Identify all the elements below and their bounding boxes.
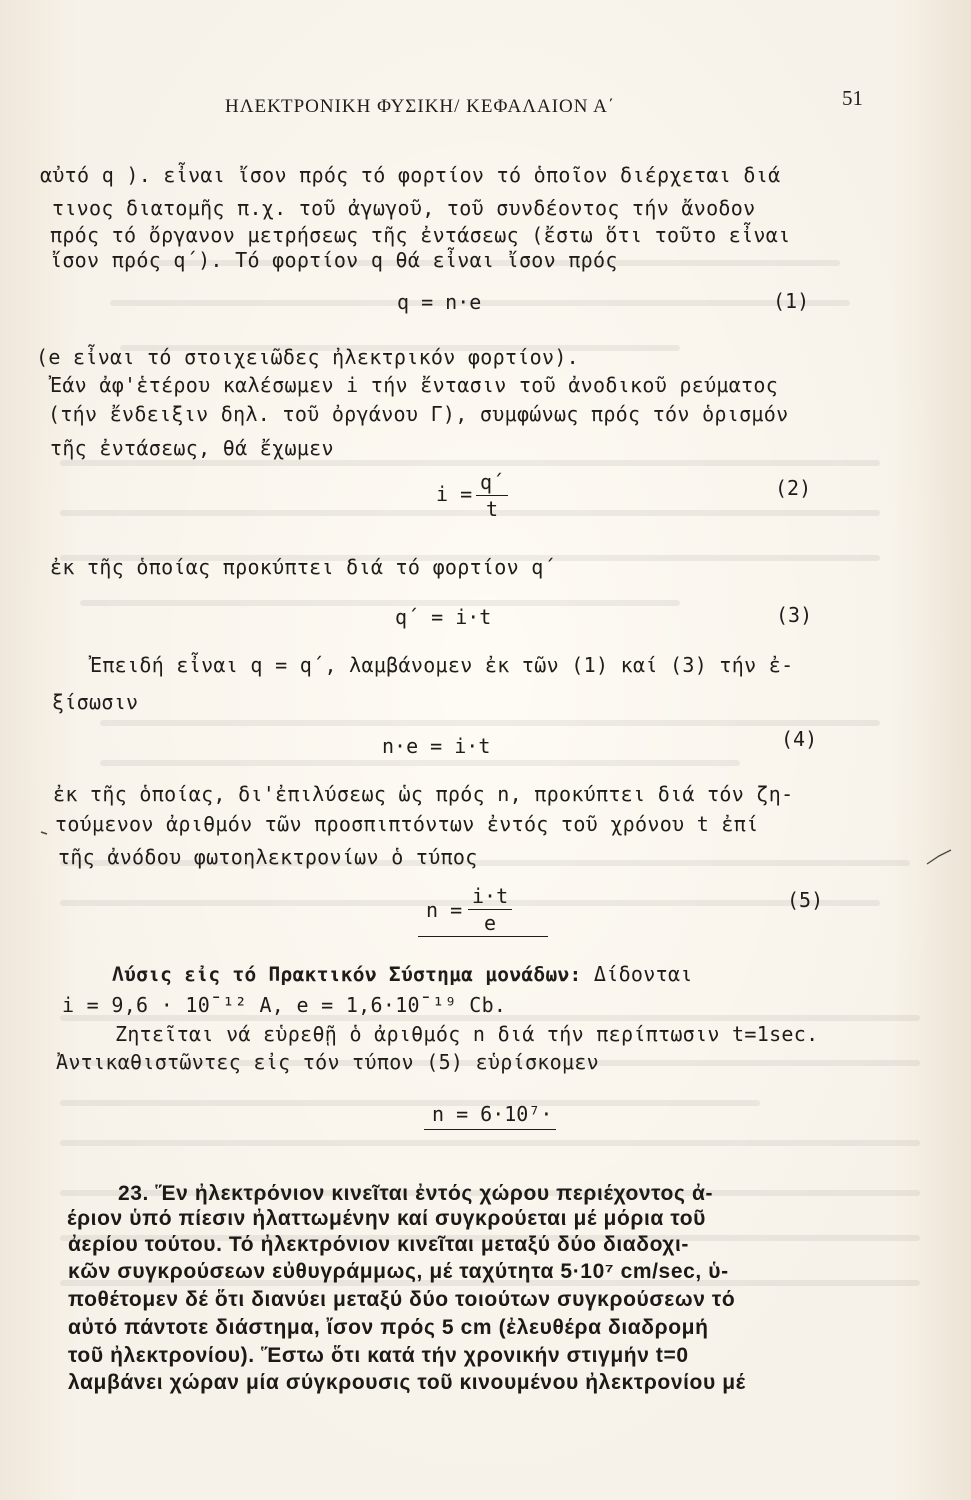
ghost-line: [100, 720, 880, 726]
ghost-line: [100, 760, 740, 766]
body-line-8: τῆς ἐντάσεως, θά ἔχωμεν: [50, 436, 334, 460]
problem-23-line-1: 23. Ἕν ἠλεκτρόνιον κινεῖται ἐντός χώρου περιέχοντος ἀ-: [118, 1182, 714, 1205]
equation-5-underline: [418, 936, 548, 937]
problem-23-line-5: ποθέτομεν δέ ὅτι διανύει μεταξύ δύο τοιούτων συγκρούσεων τό: [68, 1288, 736, 1311]
body-line-14: τῆς ἀνόδου φωτοηλεκτρονίων ὁ τύπος: [58, 845, 478, 869]
equation-1: q = n·e: [397, 290, 482, 314]
body-line-3: πρός τό ὄργανον μετρήσεως τῆς ἐντάσεως (ἔστω ὅτι τοῦτο εἶναι: [50, 223, 791, 247]
equation-2-fraction: [476, 470, 508, 521]
substitution-line: Ἀντικαθιστῶντες εἰς τόν τύπον (5) εὑρίσκομεν: [56, 1050, 600, 1074]
solution-heading-line: [112, 962, 693, 986]
equation-1-label: (1): [773, 289, 810, 313]
problem-23-line-6: αὐτό πάντοτε διάστημα, ἴσον πρός 5 cm (ἐλευθέρα διαδρομή: [68, 1316, 709, 1339]
equation-3-label: (3): [776, 603, 813, 627]
body-line-11: ξίσωσιν: [52, 690, 139, 714]
body-line-13: τούμενον ἀριθμόν τῶν προσπιπτόντων ἐντός τοῦ χρόνου t ἐπί: [55, 812, 759, 836]
equation-5-lhs: n =: [426, 898, 463, 922]
equation-2-label: (2): [775, 476, 812, 500]
equation-2-numerator: q΄: [476, 470, 508, 496]
result-equation: n = 6·10⁷·: [432, 1102, 553, 1126]
ghost-line: [60, 510, 880, 516]
running-header: ΗΛΕΚΤΡΟΝΙΚΗ ΦΥΣΙΚΗ/ ΚΕΦΑΛΑΙΟΝ Α΄: [225, 96, 616, 117]
equation-2-lhs: i =: [436, 482, 473, 506]
body-line-1: αὐτό q ). εἶναι ἴσον πρός τό φορτίον τό ὁποῖον διέρχεται διά: [40, 163, 781, 187]
equation-5-numerator: i·t: [468, 884, 512, 910]
ghost-line: [60, 460, 880, 466]
page-number: 51: [842, 86, 863, 110]
tick-stroke: [41, 832, 47, 834]
solution-heading: Λύσις εἰς τό Πρακτικόν Σύστημα μονάδων:: [112, 963, 582, 986]
problem-23-line-8: λαμβάνει χώραν μία σύγκρουσις τοῦ κινουμένου ἠλεκτρονίου μέ: [68, 1371, 746, 1394]
margin-pencil-mark: [925, 840, 955, 870]
problem-23-line-3: ἀερίου τούτου. Τό ἠλεκτρόνιον κινεῖται μεταξύ δύο διαδοχι-: [68, 1233, 690, 1256]
margin-tick-mark: [38, 822, 58, 842]
ghost-line: [60, 1140, 920, 1146]
asked-quantity: Ζητεῖται νά εὑρεθῇ ὁ ἀριθμός n διά τήν περίπτωσιν t=1sec.: [115, 1022, 819, 1046]
body-line-6: Ἐάν ἀφ'ἑτέρου καλέσωμεν i τήν ἔντασιν τοῦ ἀνοδικοῦ ρεύματος: [50, 373, 779, 397]
body-line-5: (e εἶναι τό στοιχειῶδες ἠλεκτρικόν φορτίον).: [36, 345, 580, 369]
body-line-4: ἴσον πρός q΄). Τό φορτίον q θά εἶναι ἴσον πρός: [50, 248, 618, 272]
problem-23-line-4: κῶν συγκρούσεων εὐθυγράμμως, μέ ταχύτητα 5·10⁷ cm/sec, ὑ-: [68, 1260, 729, 1283]
equation-5-label: (5): [787, 888, 824, 912]
equation-4-label: (4): [781, 727, 818, 751]
result-underline: [424, 1129, 556, 1130]
body-line-9: ἐκ τῆς ὁποίας προκύπτει διά τό φορτίον q΄: [50, 555, 556, 579]
equation-3: q΄ = i·t: [395, 605, 492, 629]
body-line-10: Ἐπειδή εἶναι q = q΄, λαμβάνομεν ἐκ τῶν (1) καί (3) τήν ἐ-: [90, 653, 794, 677]
equation-5-fraction: [468, 884, 512, 935]
body-line-2: τινος διατομῆς π.χ. τοῦ ἀγωγοῦ, τοῦ συνδέοντος τήν ἄνοδον: [52, 196, 756, 220]
equation-2-denominator: t: [486, 497, 499, 521]
body-line-7: (τήν ἔνδειξιν δηλ. τοῦ ὀργάνου Γ), συμφώνως πρός τόν ὁρισμόν: [48, 402, 789, 426]
body-line-12: ἐκ τῆς ὁποίας, δι'ἐπιλύσεως ὡς πρός n, προκύπτει διά τόν ζη-: [53, 782, 794, 806]
equation-4: n·e = i·t: [382, 734, 491, 758]
ghost-line: [80, 600, 680, 606]
pencil-stroke: [927, 850, 951, 864]
given-values: i = 9,6 · 10¯¹² A, e = 1,6·10¯¹⁹ Cb.: [62, 993, 507, 1017]
problem-23-line-2: έριον ὑπό πίεσιν ἠλαττωμένην καί συγκρούεται μέ μόρια τοῦ: [67, 1207, 706, 1230]
equation-5-denominator: e: [484, 911, 497, 935]
problem-23-line-7: τοῦ ἠλεκτρονίου). Ἕστω ὅτι κατά τήν χρονικήν στιγμήν t=0: [68, 1344, 689, 1367]
solution-given: Δίδονται: [593, 962, 693, 986]
ghost-line: [60, 1100, 760, 1106]
